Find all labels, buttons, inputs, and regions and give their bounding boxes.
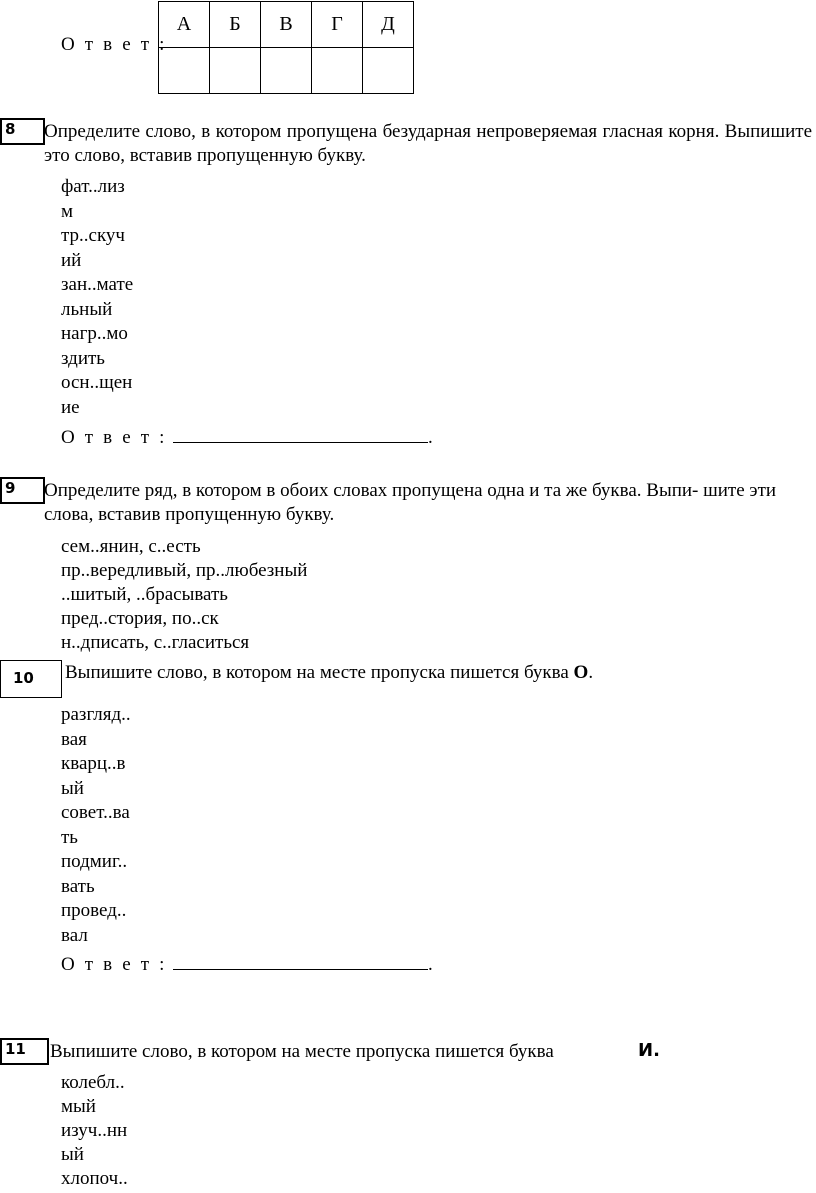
option-line: вая — [61, 728, 87, 750]
option-line: н..дписать, с..гласиться — [61, 632, 250, 653]
option-line: здить — [61, 347, 105, 369]
answer-grid-input-row — [159, 48, 414, 94]
answer-grid-header: А — [159, 2, 210, 48]
option-line: совет..ва — [61, 802, 130, 823]
option-line: фат..лиз — [61, 176, 125, 197]
answer-grid-label: О т в е т : — [61, 34, 168, 55]
option-line: пр..вередливый, пр..любезный — [61, 560, 308, 581]
answer-grid-header: Б — [210, 2, 261, 48]
option-line: хлопоч.. — [61, 1168, 128, 1189]
option-line: мый — [61, 1096, 96, 1117]
option-line: кварц..в — [61, 753, 126, 774]
task-number-9: 9 — [0, 477, 45, 504]
option-line: вал — [61, 924, 88, 946]
option-line: подмиг.. — [61, 851, 128, 872]
task-9-text: Определите ряд, в котором в обоих словах пропущена одна и та же буква. Выпи- шите эти слова, вставив пропущенную букву. — [44, 480, 777, 525]
answer-cell[interactable] — [312, 48, 363, 94]
option-line: ый — [61, 777, 84, 799]
answer-label: О т в е т : — [61, 954, 168, 975]
answer-grid-header: Д — [363, 2, 414, 48]
task-9-options — [61, 535, 307, 655]
option-line: разгляд.. — [61, 704, 131, 725]
answer-end: . — [428, 427, 433, 448]
task-8-answer — [61, 426, 433, 449]
option-line: колебл.. — [61, 1072, 125, 1093]
answer-end: . — [428, 954, 433, 975]
task-11-options — [61, 1071, 151, 1191]
option-line: ий — [61, 249, 82, 271]
task-10-end: . — [588, 662, 594, 683]
option-line: ..шитый, ..брасывать — [61, 584, 228, 605]
task-10-letter: О — [573, 662, 589, 683]
option-line: пред..стория, по..ск — [61, 608, 219, 629]
answer-label: О т в е т : — [61, 427, 168, 448]
task-8-options — [61, 175, 151, 420]
task-11-text: Выпишите слово, в котором на месте пропуска пишется буква — [50, 1041, 554, 1062]
option-line: вать — [61, 875, 95, 897]
task-number-10: 10 — [0, 660, 62, 698]
option-line: сем..янин, с..есть — [61, 536, 201, 557]
option-line: нагр..мо — [61, 323, 128, 344]
option-line: ие — [61, 396, 80, 418]
option-line: провед.. — [61, 900, 127, 921]
task-10-answer — [61, 953, 433, 976]
answer-grid-header: Г — [312, 2, 363, 48]
option-line: осн..щен — [61, 372, 133, 393]
answer-cell[interactable] — [363, 48, 414, 94]
answer-grid — [158, 1, 414, 94]
task-10-text — [65, 661, 765, 685]
answer-grid-header-row — [159, 2, 414, 48]
answer-cell[interactable] — [159, 48, 210, 94]
option-line: льный — [61, 298, 113, 320]
option-line: изуч..нн — [61, 1120, 128, 1141]
task-10-prompt: Выпишите слово, в котором на месте пропуска пишется буква — [65, 662, 569, 683]
answer-blank[interactable] — [173, 953, 428, 970]
task-11-letter: И. — [638, 1040, 660, 1061]
task-number-11: 11 — [0, 1038, 49, 1065]
answer-cell[interactable] — [261, 48, 312, 94]
option-line: м — [61, 200, 74, 222]
option-line: зан..мате — [61, 274, 134, 295]
task-10-options — [61, 703, 151, 948]
answer-cell[interactable] — [210, 48, 261, 94]
task-8-text: Определите слово, в котором пропущена безударная непроверяемая гласная корня. Выпишите это слово, вставив пропущенную букву. — [44, 121, 812, 166]
answer-blank[interactable] — [173, 426, 428, 443]
answer-grid-header: В — [261, 2, 312, 48]
option-line: ый — [61, 1144, 84, 1165]
option-line: тр..скуч — [61, 225, 125, 246]
task-number-8: 8 — [0, 118, 45, 145]
option-line: ть — [61, 826, 78, 848]
